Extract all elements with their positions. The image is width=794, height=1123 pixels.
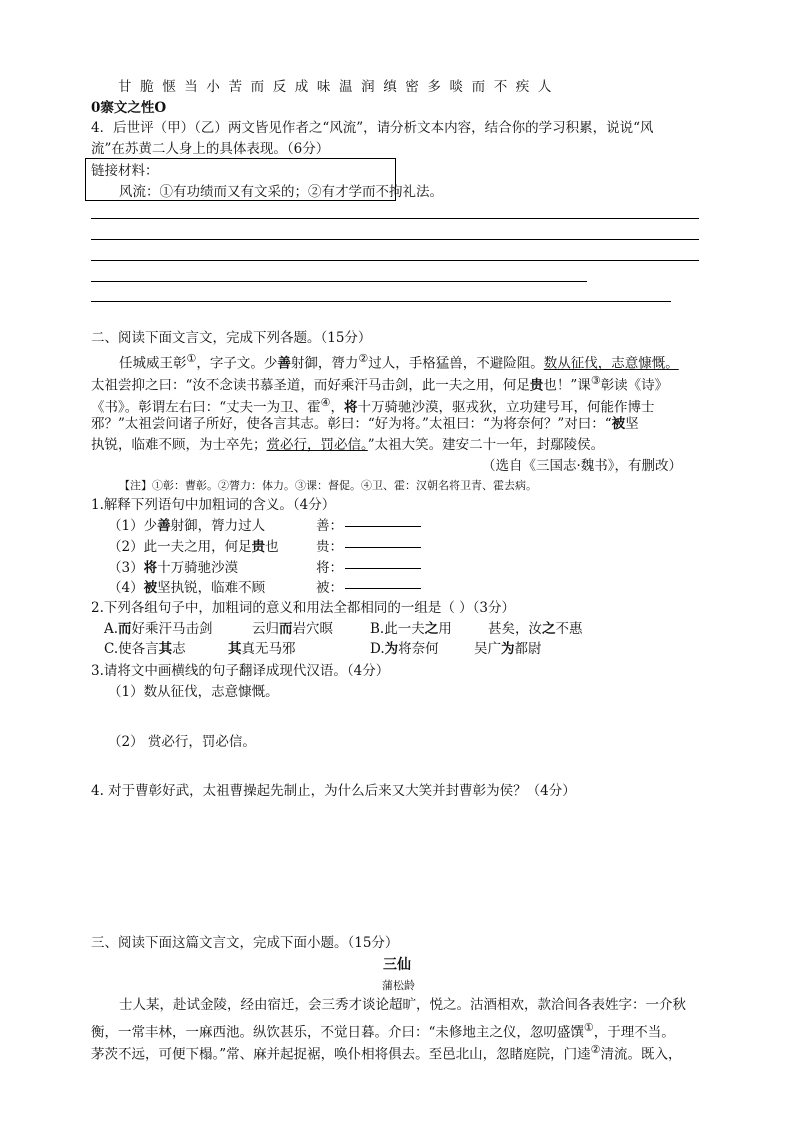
question-4-line1: 4．后世评（甲）（乙）两文皆见作者之“风流”，请分析文本内容，结合你的学习积累，说说“风 xyxy=(91,120,654,136)
answer-line[interactable] xyxy=(91,218,699,219)
section-3-author: 蒲松龄 xyxy=(382,979,415,992)
question-1-item: （1）少善射御，膂力过人 xyxy=(108,518,266,534)
answer-blank[interactable]: 善： xyxy=(316,518,421,534)
question-4-line2: 流”在苏黄二人身上的具体表现。（6分） xyxy=(91,141,330,157)
answer-blank[interactable]: 被： xyxy=(316,580,421,596)
option-d[interactable]: D.为将奈何 xyxy=(370,641,439,657)
question-3-title: 3.请将文中画横线的句子翻译成现代汉语。（4分） xyxy=(91,663,390,679)
passage-3-line: 茅茨不远，可便下榻。”常、麻并起捉裾，唤仆相将俱去。至邑北山，忽睹庭院，门逵②清流。既入， xyxy=(91,1043,682,1063)
question-2-title: 2.下列各组句子中，加粗词的意义和用法全都相同的一组是（ ）（3分） xyxy=(91,600,516,616)
option-b[interactable]: B.此一夫之用 xyxy=(370,621,452,637)
option-c-second: 其真无马邪 xyxy=(228,641,296,657)
passage-3-line: 衡，一常丰林，一麻西池。纵饮甚乐，不觉日暮。介曰：“未修地主之仪，忽叨盛馔①，于理不当。 xyxy=(91,1021,675,1041)
option-d-second: 吴广为都尉 xyxy=(474,641,542,657)
passage-3-line: 士人某，赴试金陵，经由宿迁，会三秀才谈论超旷，悦之。沽酒相欢，款洽间各表姓字：一介秋 xyxy=(119,997,686,1013)
section-heading: 0寨文之性O xyxy=(91,100,167,116)
annotation-notes: 【注】①彰：曹彰。②膂力：体力。③课：督促。④卫、霍：汉朝名将卫青、霍去病。 xyxy=(119,479,537,492)
link-material-label: 链接材料： xyxy=(91,163,159,179)
option-c[interactable]: C.使各言其志 xyxy=(104,641,186,657)
question-4b: 4. 对于曹彰好武，太祖曹操起先制止，为什么后来又大笑并封曹彰为侯？（4分） xyxy=(91,783,576,799)
answer-line[interactable] xyxy=(91,281,587,282)
answer-line[interactable] xyxy=(91,260,699,261)
passage-line: 太祖尝抑之曰：“汝不念读书慕圣道，而好乘汗马击剑，此一夫之用，何足贵也！”课③彰读《诗》 xyxy=(91,374,669,394)
question-1-item: （4）被坚执锐，临难不顾 xyxy=(108,580,266,596)
option-a[interactable]: A.而好乘汗马击剑 xyxy=(104,621,213,637)
section-3-heading: 三、阅读下面这篇文言文，完成下面小题。（15分） xyxy=(91,935,399,951)
passage-line: 任城威王彰①，字子文。少善射御，膂力②过人，手格猛兽，不避险阻。数从征伐，志意慷慨。 xyxy=(119,352,679,372)
top-line: 甘脆惬当小苦而反成味温润缜密多啖而不疾人 xyxy=(118,79,560,95)
section-2-heading: 二、阅读下面文言文，完成下列各题。（15分） xyxy=(91,330,372,346)
answer-blank[interactable]: 将： xyxy=(316,560,421,576)
option-a-second: 云归而岩穴暝 xyxy=(252,621,333,637)
answer-line[interactable] xyxy=(91,301,671,302)
passage-line: 执锐，临难不顾，为士卒先；赏必行，罚必信。”太祖大笑。建安二十一年，封鄢陵侯。 xyxy=(91,437,605,453)
answer-line[interactable] xyxy=(91,239,699,240)
link-material-text: 风流：①有功绩而又有文采的；②有才学而不拘礼法。 xyxy=(119,184,443,200)
option-b-second: 甚矣，汝之不惠 xyxy=(488,621,583,637)
passage-line: 邪？”太祖尝问诸子所好，使各言其志。彰曰：“好为将。”太祖曰：“为将奈何？”对曰：“被坚 xyxy=(91,416,639,432)
question-3-item: （2） 赏必行，罚必信。 xyxy=(108,734,256,750)
question-1-item: （2）此一夫之用，何足贵也 xyxy=(108,539,279,555)
question-1-title: 1.解释下列语句中加粗词的含义。（4分） xyxy=(91,497,336,513)
answer-blank[interactable]: 贵： xyxy=(316,539,421,555)
section-3-title: 三仙 xyxy=(383,957,411,973)
passage-source: （选自《三国志·魏书》，有删改） xyxy=(482,458,683,474)
question-3-item: （1）数从征伐，志意慷慨。 xyxy=(108,684,279,700)
question-1-item: （3）将十万骑驰沙漠 xyxy=(108,560,239,576)
passage-line: 《书》。彰谓左右曰：“丈夫一为卫、霍④，将十万骑驰沙漠，驱戎狄，立功建号耳，何能作博士 xyxy=(91,396,655,416)
